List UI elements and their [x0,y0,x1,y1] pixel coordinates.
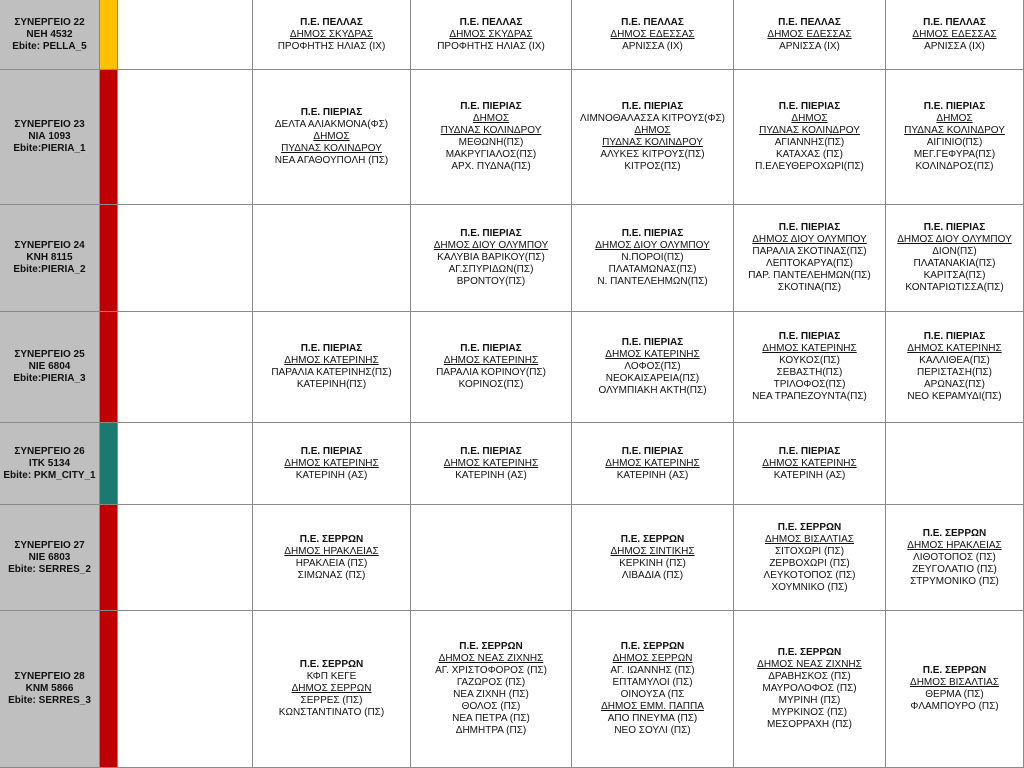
location-name: ΚΑΤΕΡΙΝΗ (ΑΣ) [455,469,527,481]
location-name: ΚΑΤΕΡΙΝΗ (ΑΣ) [616,469,689,481]
schedule-cell [253,0,411,70]
location-name: ΠΑΡ. ΠΑΝΤΕΛΕΗΜΩΝ(ΠΣ) [748,270,871,281]
location-name: ΛΕΠΤΟΚΑΡΥΑ(ΠΣ) [766,258,853,269]
location-name: ΕΠΤΑΜΥΛΟΙ (ΠΣ) [612,677,693,688]
location-name: ΣΕΒΑΣΤΗ(ΠΣ) [776,367,843,378]
region-heading: Π.Ε. ΣΕΡΡΩΝ [299,533,364,545]
region-heading: Π.Ε. ΠΕΛΛΑΣ [778,16,841,28]
location-name: ΠΛΑΤΑΝΑΚΙΑ(ΠΣ) [913,258,996,269]
team-label [0,0,100,70]
location-name: ΜΥΡΚΙΝΟΣ (ΠΣ) [771,707,848,718]
location-name: ΔΡΑΒΗΣΚΟΣ (ΠΣ) [768,671,851,682]
municipality-name: ΔΗΜΟΣ ΚΑΤΕΡΙΝΗΣ [443,355,539,366]
table-row [0,205,1024,312]
schedule-cell [411,611,572,768]
location-name: ΝΕΟ ΣΟΥΛΙ (ΠΣ) [614,725,691,736]
schedule-cell [734,505,886,611]
location-name: ΚΑΡΙΤΣΑ(ΠΣ) [923,270,986,281]
team-label [0,312,100,423]
location-name: ΣΕΡΡΕΣ (ΠΣ) [300,695,363,706]
region-heading: Π.Ε. ΠΙΕΡΙΑΣ [621,337,684,348]
empty-cell [117,205,253,312]
municipality-name: ΔΗΜΟΣ ΣΙΝΤΙΚΗΣ [610,545,695,557]
location-name: ΑΓ. ΙΩΑΝΝΗΣ (ΠΣ) [610,665,695,676]
schedule-cell [886,505,1024,611]
municipality-name: ΠΥΔΝΑΣ ΚΟΛΙΝΔΡΟΥ [904,125,1005,136]
municipality-name: ΔΗΜΟΣ [936,113,973,124]
municipality-name: ΔΗΜΟΣ ΚΑΤΕΡΙΝΗΣ [605,349,700,360]
schedule-cell [572,0,734,70]
schedule-cell [411,312,572,423]
team-label [0,70,100,205]
location-name: ΘΕΡΜΑ (ΠΣ) [925,689,984,700]
region-heading: Π.Ε. ΠΙΕΡΙΑΣ [300,343,363,354]
location-name: ΑΓ.ΣΠΥΡΙΔΩΝ(ΠΣ) [448,264,534,275]
location-name: ΜΕΣΟΡΡΑΧΗ (ΠΣ) [767,719,852,730]
schedule-cell [411,423,572,505]
schedule-cell [886,423,1024,505]
location-name: ΑΡΝΙΣΣΑ (ΙΧ) [924,40,985,52]
location-name: ΑΙΓΙΝΙΟ(ΠΣ) [926,137,983,148]
team-label-line: Ebite:PIERIA_3 [13,373,86,384]
empty-cell [117,70,253,205]
schedule-cell [411,70,572,205]
region-heading: Π.Ε. ΠΙΕΡΙΑΣ [460,228,522,239]
location-name: Π.ΕΛΕΥΘΕΡΟΧΩΡΙ(ΠΣ) [755,161,864,172]
table-row [0,70,1024,205]
region-heading: Π.Ε. ΣΕΡΡΩΝ [922,527,987,539]
schedule-cell [572,423,734,505]
region-heading: Π.Ε. ΠΙΕΡΙΑΣ [923,222,986,233]
empty-cell [117,0,253,70]
empty-cell [117,611,253,768]
location-name: ΝΕΑ ΖΙΧΝΗ (ΠΣ) [453,689,529,700]
region-heading: Π.Ε. ΠΕΛΛΑΣ [459,16,523,28]
municipality-name: ΔΗΜΟΣ ΔΙΟΥ ΟΛΥΜΠΟΥ [595,240,710,251]
location-name: ΛΟΦΟΣ(ΠΣ) [624,361,681,372]
team-label-line: ΙΤΚ 5134 [28,457,71,469]
location-name: ΒΡΟΝΤΟΥ(ΠΣ) [456,276,526,287]
location-name: ΚΟΝΤΑΡΙΩΤΙΣΣΑ(ΠΣ) [905,282,1004,293]
schedule-cell [253,205,411,312]
region-heading: Π.Ε. ΠΙΕΡΙΑΣ [621,445,684,457]
location-name: ΝΕΑ ΤΡΑΠΕΖΟΥΝΤΑ(ΠΣ) [752,391,867,402]
municipality-name: ΔΗΜΟΣ ΣΚΥΔΡΑΣ [289,28,374,40]
municipality-name: ΠΥΔΝΑΣ ΚΟΛΙΝΔΡΟΥ [281,143,382,154]
team-label-line: ΝΕΗ 4532 [26,28,73,40]
region-heading: Π.Ε. ΣΕΡΡΩΝ [620,533,685,545]
location-name: ΗΡΑΚΛΕΙΑ (ΠΣ) [295,557,368,569]
location-name: ΜΑΚΡΥΓΙΑΛΟΣ(ΠΣ) [445,149,537,160]
location-name: ΣΙΤΟΧΩΡΙ (ΠΣ) [774,545,845,557]
schedule-cell [411,505,572,611]
region-heading: Π.Ε. ΠΙΕΡΙΑΣ [778,101,841,112]
schedule-cell [572,611,734,768]
municipality-name: ΔΗΜΟΣ ΔΙΟΥ ΟΛΥΜΠΟΥ [752,234,867,245]
schedule-cell [572,312,734,423]
location-name: ΠΑΡΑΛΙΑ ΚΑΤΕΡΙΝΗΣ(ΠΣ) [271,367,392,378]
municipality-name: ΔΗΜΟΣ ΚΑΤΕΡΙΝΗΣ [284,457,379,469]
region-heading: Π.Ε. ΠΕΛΛΑΣ [300,16,363,28]
location-name: ΟΛΥΜΠΙΑΚΗ ΑΚΤΗ(ΠΣ) [598,385,707,396]
municipality-name: ΔΗΜΟΣ ΕΔΕΣΣΑΣ [912,28,997,40]
location-name: ΚΑΤΕΡΙΝΗ(ΠΣ) [296,379,367,390]
municipality-name: ΔΗΜΟΣ ΒΙΣΑΛΤΙΑΣ [910,677,999,688]
team-label-line: Ebite: PELLA_5 [12,40,87,52]
location-name: ΓΑΖΩΡΟΣ (ΠΣ) [456,677,526,688]
location-name: ΑΠΟ ΠΝΕΥΜΑ (ΠΣ) [607,713,698,724]
status-color-bar [100,611,117,768]
schedule-cell [253,505,411,611]
location-name: Ν. ΠΑΝΤΕΛΕΗΜΩΝ(ΠΣ) [597,276,708,287]
region-heading: Π.Ε. ΣΕΡΡΩΝ [777,521,842,533]
table-row [0,423,1024,505]
municipality-name: ΔΗΜΟΣ [791,113,828,124]
schedule-cell [734,611,886,768]
schedule-cell [886,611,1024,768]
region-heading: Π.Ε. ΠΙΕΡΙΑΣ [923,101,986,112]
location-name: ΖΕΡΒΟΧΩΡΙ (ΠΣ) [769,557,850,569]
municipality-name: ΔΗΜΟΣ ΔΙΟΥ ΟΛΥΜΠΟΥ [433,240,549,251]
table-row [0,312,1024,423]
schedule-cell [253,70,411,205]
region-heading: Π.Ε. ΠΙΕΡΙΑΣ [778,331,841,342]
schedule-cell [572,505,734,611]
location-name: ΑΡΝΙΣΣΑ (ΙΧ) [779,40,840,52]
region-heading: Π.Ε. ΣΕΡΡΩΝ [777,647,842,658]
location-name: ΚΟΡΙΝΟΣ(ΠΣ) [458,379,524,390]
table-row [0,505,1024,611]
municipality-name: ΔΗΜΟΣ ΚΑΤΕΡΙΝΗΣ [762,457,857,469]
location-name: ΚΕΡΚΙΝΗ (ΠΣ) [619,557,686,569]
location-name: ΛΙΜΝΟΘΑΛΑΣΣΑ ΚΙΤΡΟΥΣ(ΦΣ) [579,113,726,124]
municipality-name: ΔΗΜΟΣ ΚΑΤΕΡΙΝΗΣ [443,457,539,469]
location-name: ΚΑΛΛΙΘΕΑ(ΠΣ) [919,355,990,366]
location-name: ΚΦΠ ΚΕΓΕ [306,671,357,682]
region-heading: Π.Ε. ΣΕΡΡΩΝ [459,641,523,652]
municipality-name: ΔΗΜΟΣ ΝΕΑΣ ΖΙΧΝΗΣ [757,659,862,670]
region-heading: Π.Ε. ΠΙΕΡΙΑΣ [923,331,986,342]
team-label [0,423,100,505]
region-heading: Π.Ε. ΠΙΕΡΙΑΣ [460,343,522,354]
municipality-name: ΠΥΔΝΑΣ ΚΟΛΙΝΔΡΟΥ [602,137,703,148]
schedule-cell [411,0,572,70]
municipality-name: ΠΥΔΝΑΣ ΚΟΛΙΝΔΡΟΥ [759,125,860,136]
schedule-cell [734,312,886,423]
location-name: ΚΩΝΣΤΑΝΤΙΝΑΤΟ (ΠΣ) [278,707,385,718]
municipality-name: ΔΗΜΟΣ ΕΔΕΣΣΑΣ [610,28,695,40]
municipality-name: ΔΗΜΟΣ ΕΜΜ. ΠΑΠΠΑ [601,701,704,712]
schedule-cell [886,70,1024,205]
region-heading: Π.Ε. ΣΕΡΡΩΝ [922,665,987,676]
location-name: ΑΡΝΙΣΣΑ (ΙΧ) [622,40,683,52]
location-name: ΛΕΥΚΟΤΟΠΟΣ (ΠΣ) [763,569,856,581]
location-name: ΠΛΑΤΑΜΩΝΑΣ(ΠΣ) [608,264,697,275]
location-name: ΦΛΑΜΠΟΥΡΟ (ΠΣ) [910,701,999,712]
status-color-bar [100,205,117,312]
location-name: ΚΑΤΑΧΑΣ (ΠΣ) [776,149,843,160]
location-name: ΜΕΓ.ΓΕΦΥΡΑ(ΠΣ) [913,149,996,160]
region-heading: Π.Ε. ΠΙΕΡΙΑΣ [300,107,363,118]
location-name: ΝΕΟ ΚΕΡΑΜΥΔΙ(ΠΣ) [907,391,1002,402]
status-color-bar [100,423,117,505]
municipality-name: ΔΗΜΟΣ ΒΙΣΑΛΤΙΑΣ [765,533,854,545]
team-label-line: ΣΥΝΕΡΓΕΙΟ 23 [14,119,85,130]
location-name: ΣΤΡΥΜΟΝΙΚΟ (ΠΣ) [910,575,999,587]
status-color-bar [100,312,117,423]
region-heading: Π.Ε. ΣΕΡΡΩΝ [620,641,685,652]
schedule-cell [734,0,886,70]
location-name: ΑΡΩΝΑΣ(ΠΣ) [924,379,985,390]
location-name: ΣΙΜΩΝΑΣ (ΠΣ) [297,569,366,581]
municipality-name: ΔΗΜΟΣ ΣΚΥΔΡΑΣ [449,28,533,40]
location-name: ΜΥΡΙΝΗ (ΠΣ) [778,695,841,706]
team-label-line: Ebite: PKM_CITY_1 [3,469,96,481]
location-name: ΛΙΒΑΔΙΑ (ΠΣ) [621,569,684,581]
team-label-line: Ebite:PIERIA_2 [13,264,86,275]
team-label-line: ΣΥΝΕΡΓΕΙΟ 27 [14,539,85,551]
municipality-name: ΔΗΜΟΣ [313,131,350,142]
status-color-bar [100,505,117,611]
region-heading: Π.Ε. ΣΕΡΡΩΝ [299,659,364,670]
location-name: ΧΟΥΜΝΙΚΟ (ΠΣ) [771,581,848,593]
location-name: ΔΗΜΗΤΡΑ (ΠΣ) [455,725,527,736]
location-name: ΑΡΧ. ΠΥΔΝΑ(ΠΣ) [451,161,531,172]
location-name: ΑΛΥΚΕΣ ΚΙΤΡΟΥΣ(ΠΣ) [600,149,705,160]
location-name: Ν.ΠΟΡΟΙ(ΠΣ) [621,252,684,263]
location-name: ΘΟΛΟΣ (ΠΣ) [461,701,521,712]
municipality-name: ΔΗΜΟΣ ΣΕΡΡΩΝ [291,683,372,694]
municipality-name: ΔΗΜΟΣ ΕΔΕΣΣΑΣ [767,28,852,40]
empty-cell [117,312,253,423]
table-row [0,611,1024,768]
location-name: ΜΕΘΩΝΗ(ΠΣ) [458,137,524,148]
location-name: ΠΡΟΦΗΤΗΣ ΗΛΙΑΣ (ΙΧ) [277,40,386,52]
municipality-name: ΔΗΜΟΣ ΣΕΡΡΩΝ [612,653,693,664]
location-name: ΖΕΥΓΟΛΑΤΙΟ (ΠΣ) [912,563,997,575]
region-heading: Π.Ε. ΠΙΕΡΙΑΣ [460,101,522,112]
empty-cell [117,505,253,611]
municipality-name: ΠΥΔΝΑΣ ΚΟΛΙΝΔΡΟΥ [440,125,542,136]
schedule-cell [253,611,411,768]
team-label-line: Ebite:PIERIA_1 [13,143,86,154]
team-label-line: Ebite: SERRES_3 [8,695,91,706]
region-heading: Π.Ε. ΠΙΕΡΙΑΣ [621,101,684,112]
team-label-line: ΚΝΗ 8115 [26,252,73,263]
schedule-cell [572,205,734,312]
municipality-name: ΔΗΜΟΣ ΚΑΤΕΡΙΝΗΣ [284,355,379,366]
schedule-cell [886,312,1024,423]
region-heading: Π.Ε. ΠΙΕΡΙΑΣ [621,228,684,239]
municipality-name: ΔΗΜΟΣ ΗΡΑΚΛΕΙΑΣ [907,539,1002,551]
location-name: ΠΡΟΦΗΤΗΣ ΗΛΙΑΣ (ΙΧ) [437,40,545,52]
region-heading: Π.Ε. ΠΙΕΡΙΑΣ [460,445,522,457]
location-name: ΚΟΛΙΝΔΡΟΣ(ΠΣ) [915,161,994,172]
team-label-line: ΣΥΝΕΡΓΕΙΟ 28 [14,671,85,682]
location-name: ΚΑΛΥΒΙΑ ΒΑΡΙΚΟΥ(ΠΣ) [437,252,545,263]
location-name: ΚΑΤΕΡΙΝΗ (ΑΣ) [773,469,846,481]
location-name: ΑΓΙΑΝΝΗΣ(ΠΣ) [774,137,845,148]
team-label-line: ΝΙΕ 6804 [28,361,71,372]
location-name: ΤΡΙΛΟΦΟΣ(ΠΣ) [773,379,846,390]
location-name: ΜΑΥΡΟΛΟΦΟΣ (ΠΣ) [762,683,857,694]
location-name: ΠΕΡΙΣΤΑΣΗ(ΠΣ) [916,367,993,378]
municipality-name: ΔΗΜΟΣ [634,125,671,136]
location-name: ΝΕΑ ΠΕΤΡΑ (ΠΣ) [452,713,530,724]
municipality-name: ΔΗΜΟΣ ΝΕΑΣ ΖΙΧΝΗΣ [438,653,544,664]
schedule-cell [886,0,1024,70]
schedule-cell [734,70,886,205]
location-name: ΛΙΘΟΤΟΠΟΣ (ΠΣ) [913,551,996,563]
municipality-name: ΔΗΜΟΣ ΚΑΤΕΡΙΝΗΣ [605,457,700,469]
team-label [0,611,100,768]
team-label-line: Ebite: SERRES_2 [8,563,91,575]
team-label-line: ΣΥΝΕΡΓΕΙΟ 26 [14,445,85,457]
status-color-bar [100,0,117,70]
region-heading: Π.Ε. ΠΙΕΡΙΑΣ [300,445,363,457]
empty-cell [117,423,253,505]
schedule-cell [253,312,411,423]
location-name: ΟΙΝΟΥΣΑ (ΠΣ [620,689,685,700]
team-label-line: ΝΙΑ 1093 [28,131,71,142]
municipality-name: ΔΗΜΟΣ ΔΙΟΥ ΟΛΥΜΠΟΥ [897,234,1012,245]
location-name: ΑΓ. ΧΡΙΣΤΟΦΟΡΟΣ (ΠΣ) [435,665,547,676]
team-label-line: ΝΙΕ 6803 [28,551,71,563]
region-heading: Π.Ε. ΠΙΕΡΙΑΣ [778,222,841,233]
team-label-line: ΣΥΝΕΡΓΕΙΟ 25 [14,349,85,360]
schedule-cell [253,423,411,505]
municipality-name: ΔΗΜΟΣ ΗΡΑΚΛΕΙΑΣ [284,545,379,557]
municipality-name: ΔΗΜΟΣ ΚΑΤΕΡΙΝΗΣ [762,343,857,354]
location-name: ΚΟΥΚΟΣ(ΠΣ) [779,355,840,366]
team-label-line: ΚΝΜ 5866 [25,683,74,694]
location-name: ΝΕΟΚΑΙΣΑΡΕΙΑ(ΠΣ) [605,373,700,384]
location-name: ΠΑΡΑΛΙΑ ΚΟΡΙΝΟΥ(ΠΣ) [436,367,546,378]
team-label-line: ΣΥΝΕΡΓΕΙΟ 22 [14,16,85,28]
region-heading: Π.Ε. ΠΙΕΡΙΑΣ [778,445,841,457]
location-name: ΝΕΑ ΑΓΑΘΟΥΠΟΛΗ (ΠΣ) [274,155,389,166]
location-name: ΠΑΡΑΛΙΑ ΣΚΟΤΙΝΑΣ(ΠΣ) [752,246,867,257]
location-name: ΚΑΤΕΡΙΝΗ (ΑΣ) [295,469,368,481]
location-name: ΔΕΛΤΑ ΑΛΙΑΚΜΟΝΑ(ΦΣ) [274,119,389,130]
schedule-cell [734,205,886,312]
municipality-name: ΔΗΜΟΣ [472,113,510,124]
region-heading: Π.Ε. ΠΕΛΛΑΣ [621,16,684,28]
location-name: ΚΙΤΡΟΣ(ΠΣ) [624,161,681,172]
municipality-name: ΔΗΜΟΣ ΚΑΤΕΡΙΝΗΣ [907,343,1002,354]
schedule-cell [411,205,572,312]
schedule-cell [886,205,1024,312]
team-label [0,505,100,611]
table-row [0,0,1024,70]
schedule-cell [734,423,886,505]
schedule-cell [572,70,734,205]
team-label [0,205,100,312]
status-color-bar [100,70,117,205]
location-name: ΣΚΟΤΙΝΑ(ΠΣ) [777,282,842,293]
location-name: ΔΙΟΝ(ΠΣ) [932,246,977,257]
region-heading: Π.Ε. ΠΕΛΛΑΣ [923,16,986,28]
team-label-line: ΣΥΝΕΡΓΕΙΟ 24 [14,240,85,251]
